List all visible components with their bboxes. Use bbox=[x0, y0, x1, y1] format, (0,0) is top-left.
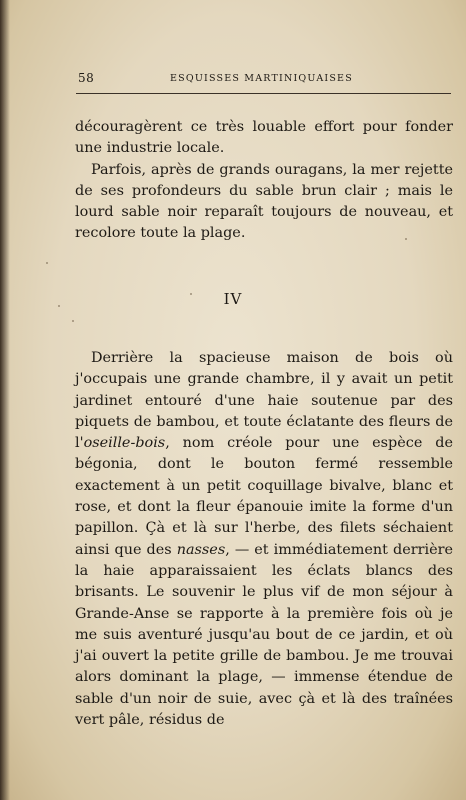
text-block-main bbox=[75, 348, 453, 731]
italic-term-nasses: nasses bbox=[176, 541, 226, 558]
italic-term-oseille-bois: oseille-bois bbox=[83, 435, 166, 452]
paper-speck bbox=[190, 293, 192, 295]
paper-speck bbox=[58, 305, 60, 307]
section-heading: IV bbox=[223, 290, 243, 308]
paragraph-main-part2: , nom créole pour une espèce de bégonia, dont le bouton fermé ressemble exactement à un petit coquillage bivalve, blanc et rose, et dont la fleur épanouie imite la forme d'un papillon. Çà et là sur l'herbe, des filets séchaient ainsi que des bbox=[75, 435, 453, 558]
paragraph-main-part1: Derrière la spacieuse maison de bois où j'occupais une grande chambre, il y avait un petit jardinet entouré d'une haie soutenue par des piquets de bambou, et toute éclatante des fleurs de l' bbox=[75, 350, 453, 452]
paper-speck bbox=[46, 262, 48, 264]
text-block-top bbox=[75, 117, 453, 245]
header-rule bbox=[76, 93, 451, 94]
paper-speck bbox=[72, 320, 74, 322]
page-edge-shadow bbox=[0, 0, 10, 800]
running-title: ESQUISSES MARTINIQUAISES bbox=[170, 73, 353, 84]
paragraph-parfois: Parfois, après de grands ouragans, la mer rejette de ses profondeurs du sable brun clair ; mais le lourd sable noir reparaît toujours de nouveau, et recolore toute la plage. bbox=[75, 161, 453, 242]
page-number: 58 bbox=[78, 71, 95, 85]
paragraph-continuation: découragèrent ce très louable effort pour fonder une industrie locale. bbox=[75, 119, 453, 157]
paper-speck bbox=[405, 238, 407, 240]
running-header bbox=[78, 68, 450, 88]
paragraph-main-part3: , — et immédiatement derrière la haie apparaissaient les éclats blancs des brisants. Le souvenir le plus vif de mon séjour à Grande-Anse se rapporte à la première fois où je me suis aventuré jusqu'au bout de ce jardin, et où j'ai ouvert la petite grille de bambou. Je me trouvai alors dominant la plage, — immense étendue de sable d'un noir de suie, avec çà et là des traînées vert pâle, résidus de bbox=[75, 541, 453, 729]
paragraph-main bbox=[75, 348, 453, 731]
